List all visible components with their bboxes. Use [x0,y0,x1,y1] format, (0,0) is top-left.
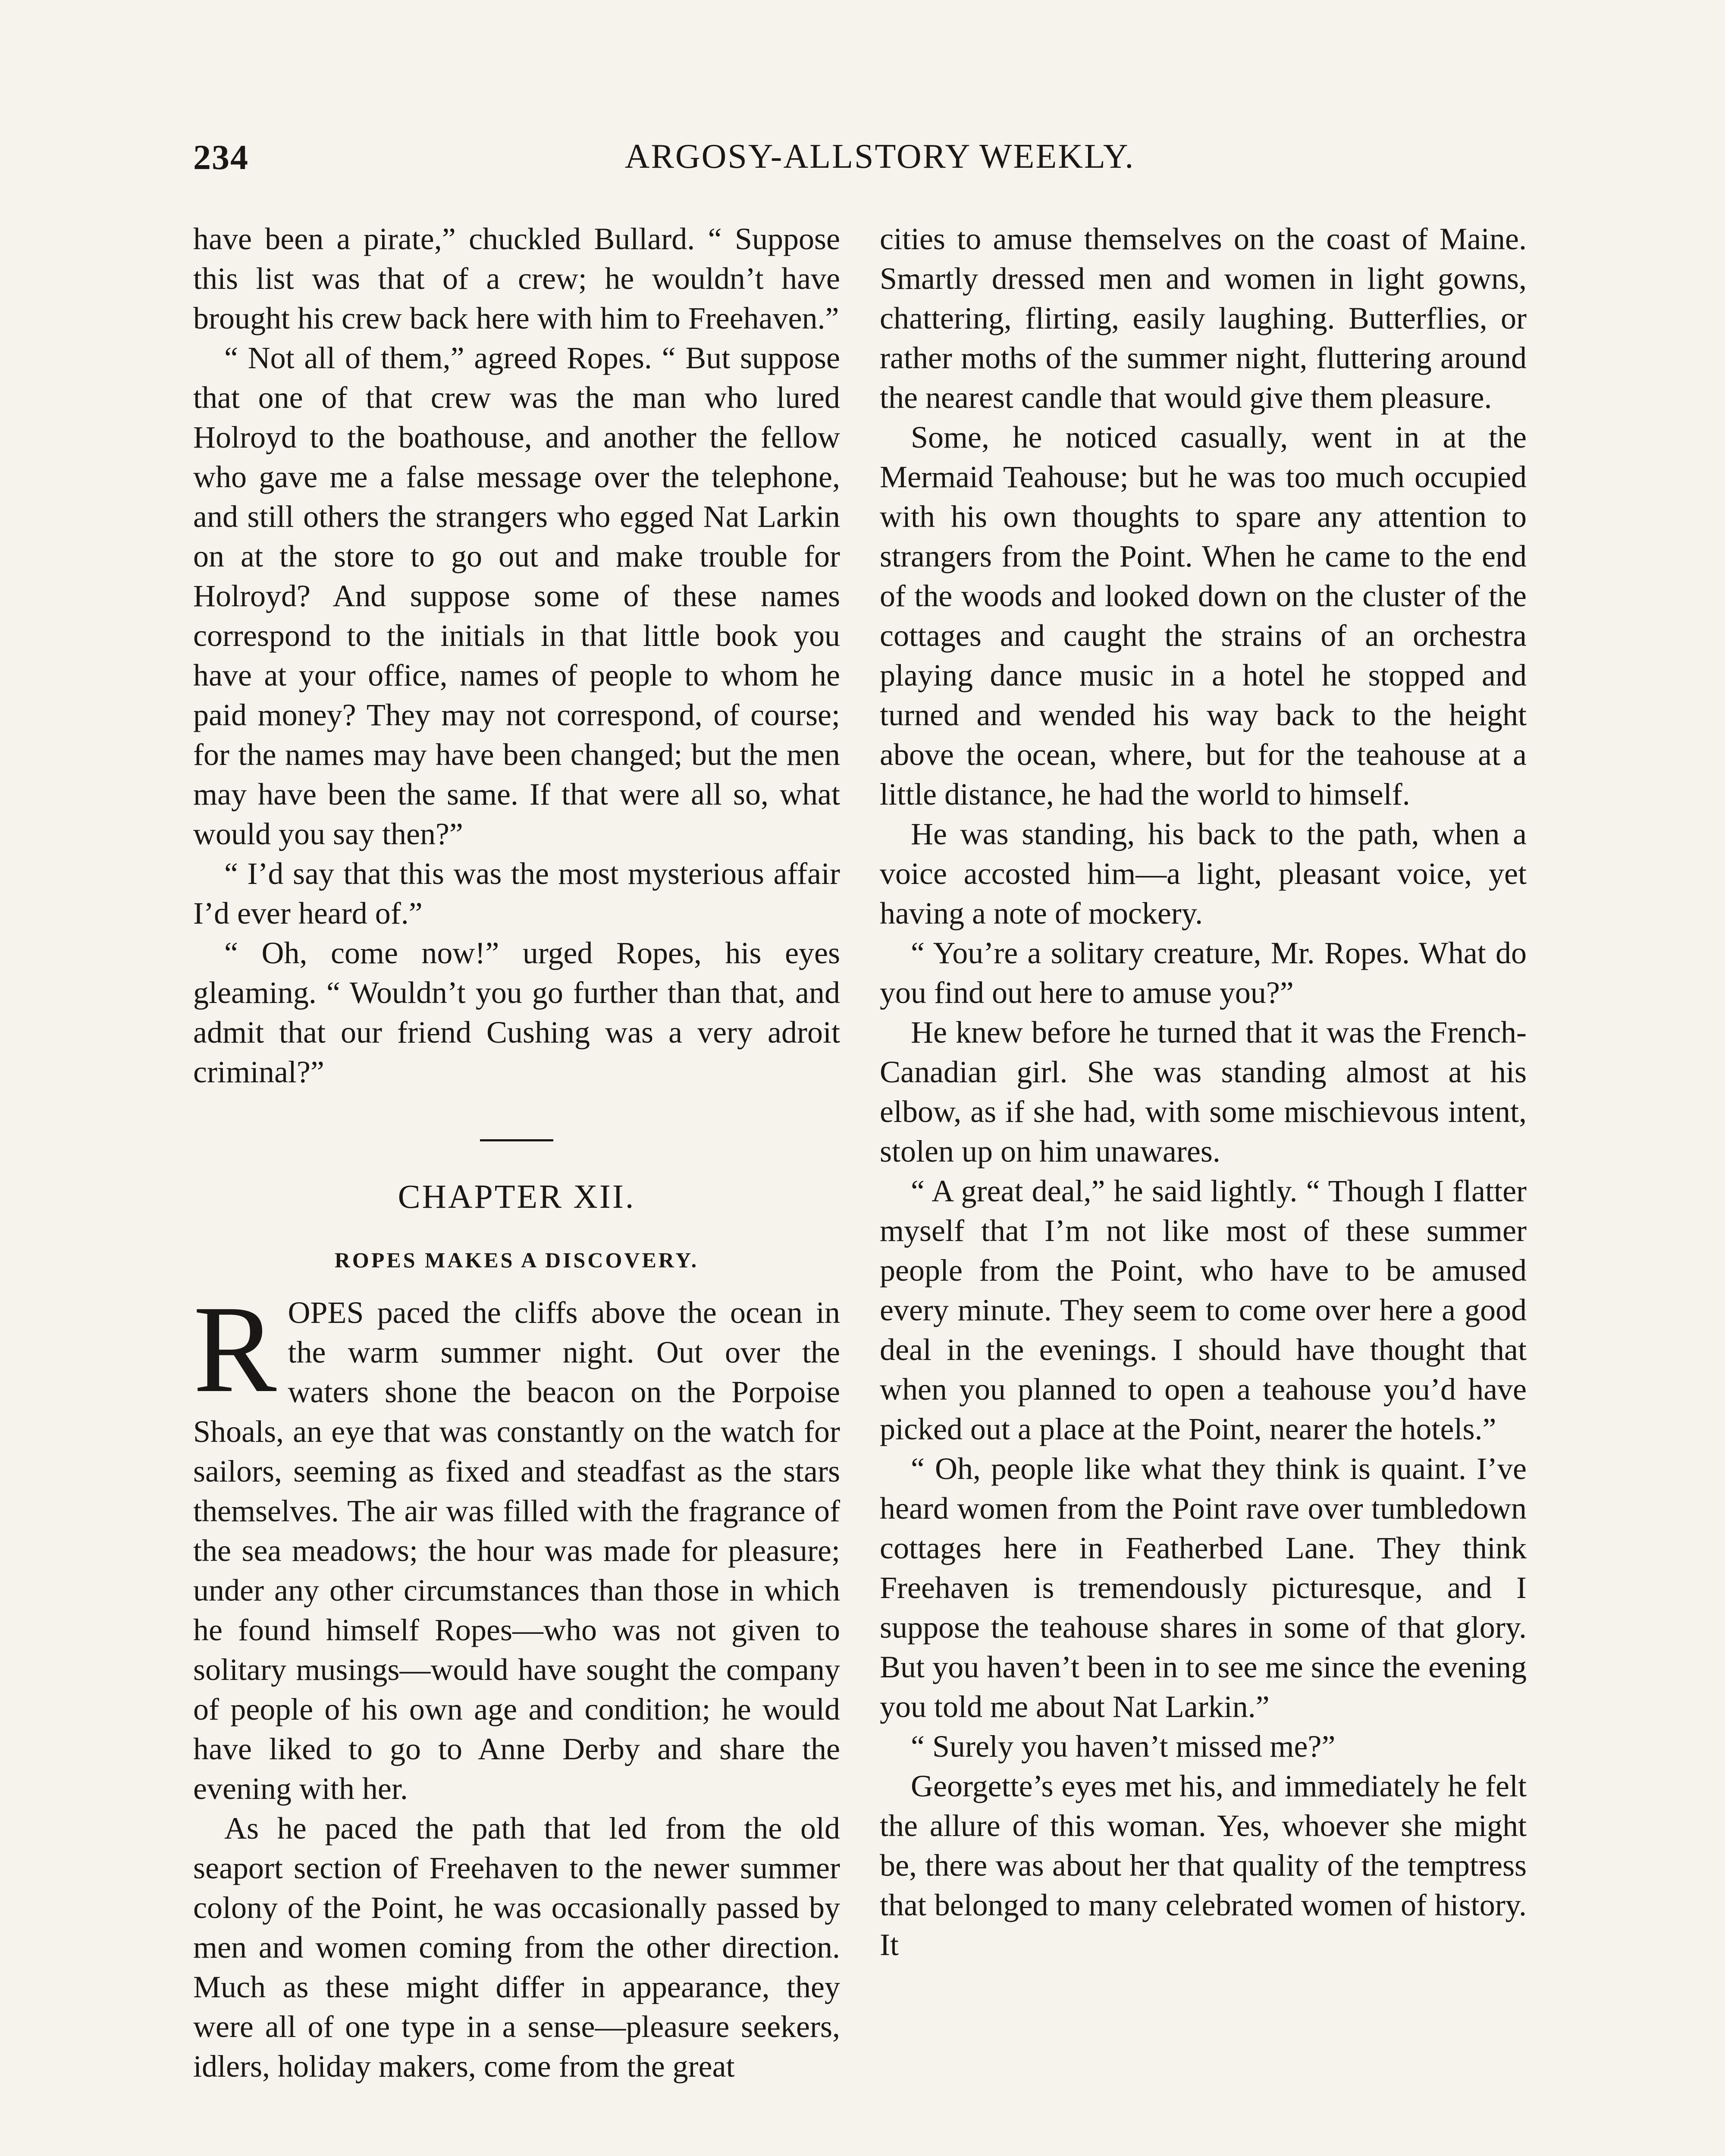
paragraph: “ Oh, come now!” urged Ropes, his eyes gleaming. “ Wouldn’t you go further than that, and admit that our friend Cushing was a very adroit criminal?” [193,936,840,1089]
left-column [193,219,840,2156]
paragraph: have been a pirate,” chuckled Bullard. “ Suppose this list was that of a crew; he wouldn’t have brought his crew back here with him to Freehaven.” [193,222,840,335]
paragraph: cities to amuse themselves on the coast of Maine. Smartly dressed men and women in light gowns, chattering, flirting, easily laughing. Butterflies, or rather moths of the summer night, fluttering around the nearest candle that would give them pleasure. [880,222,1527,415]
paragraph: “ Oh, people like what they think is quaint. I’ve heard women from the Point rave over tumbledown cottages here in Featherbed Lane. They think Freehaven is tremendously picturesque, and I suppose the teahouse shares in some of that glory. But you haven’t been in to see me since the evening you told me about Nat Larkin.” [880,1451,1527,1724]
running-title: ARGOSY-ALLSTORY WEEKLY. [624,138,1135,175]
paragraph: “ A great deal,” he said lightly. “ Though I flatter myself that I’m not like most of these summer people from the Point, who have to be amused every minute. They seem to come over here a good deal in the evenings. I should have thought that when you planned to open a teahouse you’d have picked out a place at the Point, nearer the hotels.” [880,1174,1527,1446]
right-column [880,219,1527,2156]
paragraph: “ Surely you haven’t missed me?” [911,1729,1336,1764]
page-number: 234 [193,138,249,177]
drop-cap: R [193,1280,277,1418]
paragraph: He was standing, his back to the path, when a voice accosted him—a light, pleasant voice, yet having a note of mockery. [880,817,1527,931]
section-divider [480,1139,553,1141]
paragraph: “ Not all of them,” agreed Ropes. “ But suppose that one of that crew was the man who lured Holroyd to the boathouse, and another the fellow who gave me a false message over the telephone, and still others the strangers who egged Nat Larkin on at the store to go out and make trouble for Holroyd? And suppose some of these names correspond to the initials in that little book you have at your office, names of people to whom he paid money? They may not correspond, of course; for the names may have been changed; but the men may have been the same. If that were all so, what would you say then?” [193,341,840,851]
paragraph: “ I’d say that this was the most mysterious affair I’d ever heard of.” [193,856,840,931]
chapter-opening-text: OPES paced the cliffs above the ocean in the warm summer night. Out over the waters shone the beacon on the Porpoise Shoals, an eye that was constantly on the watch for sailors, seeming as fixed and steadfast as the stars themselves. The air was filled with the fragrance of the sea meadows; the hour was made for pleasure; under any other circumstances than those in which he found himself Ropes—who was not given to solitary musings—would have sought the company of people of his own age and condition; he would have liked to go to Anne Derby and share the evening with her. [193,1295,840,1806]
chapter-subtitle: ROPES MAKES A DISCOVERY. [334,1248,699,1272]
paragraph: “ You’re a solitary creature, Mr. Ropes. What do you find out here to amuse you?” [880,936,1527,1010]
chapter-opening-paragraph [193,1280,840,1808]
paragraph: As he paced the path that led from the old seaport section of Freehaven to the newer summer colony of the Point, he was occasionally passed by men and women coming from the other direction. Much as these might differ in appearance, they were all of one type in a sense—pleasure seekers, idlers, holiday makers, come from the great [193,1811,840,2084]
paragraph: He knew before he turned that it was the French-Canadian girl. She was standing almost at his elbow, as if she had, with some mischievous intent, stolen up on him unawares. [880,1015,1527,1169]
paragraph: Georgette’s eyes met his, and immediately he felt the allure of this woman. Yes, whoever she might be, there was about her that quality of the temptress that belonged to many celebrated women of history. It [880,1769,1527,1962]
chapter-title: CHAPTER XII. [398,1178,636,1215]
paragraph: Some, he noticed casually, went in at the Mermaid Teahouse; but he was too much occupied with his own thoughts to spare any attention to strangers from the Point. When he came to the end of the woods and looked down on the cluster of the cottages and caught the strains of an orchestra playing dance music in a hotel he stopped and turned and wended his way back to the height above the ocean, where, but for the teahouse at a little distance, he had the world to himself. [880,420,1527,812]
